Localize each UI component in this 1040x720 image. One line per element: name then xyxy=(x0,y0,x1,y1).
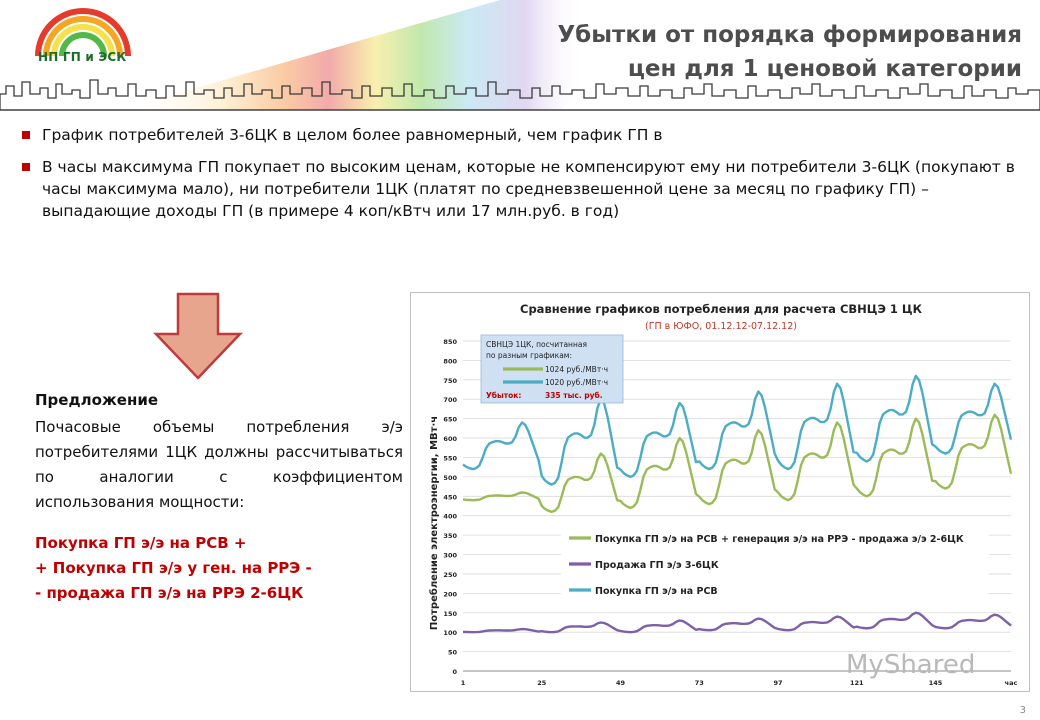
y-tick-label: 300 xyxy=(443,551,457,560)
x-tick-label: 49 xyxy=(615,679,626,687)
y-tick-label: 450 xyxy=(443,493,457,502)
x-tick-labels xyxy=(461,679,1018,687)
formula-line-2: + Покупка ГП э/э у ген. на РРЭ - xyxy=(35,559,312,577)
page-title-line-2: цен для 1 ценовой категории xyxy=(627,56,1022,82)
legend-label-purple: Продажа ГП э/э 3-6ЦК xyxy=(595,560,719,571)
formula-line-1: Покупка ГП э/э на РСВ + xyxy=(35,534,247,552)
y-tick-label: 600 xyxy=(443,435,457,444)
inset-loss-value: 335 тыс. руб. xyxy=(545,391,603,400)
y-tick-label: 350 xyxy=(443,532,457,541)
logo-text: НП ГП и ЭСК xyxy=(38,50,127,64)
x-tick-label: час xyxy=(1004,679,1018,687)
legend-label-green: Покупка ГП э/э на РСВ + генерация э/э на РРЭ - продажа э/э 2-6ЦК xyxy=(595,534,964,545)
y-tick-label: 750 xyxy=(443,376,457,385)
y-tick-label: 500 xyxy=(443,473,457,482)
series-line xyxy=(463,613,1011,632)
chart-svg xyxy=(411,293,1029,691)
watermark: MyShared xyxy=(846,650,976,680)
proposal-block xyxy=(35,388,403,606)
chart-subtitle: (ГП в ЮФО, 01.12.12-07.12.12) xyxy=(645,321,797,332)
x-tick-label: 1 xyxy=(460,679,466,687)
inset-blue-value: 1020 руб./МВт·ч xyxy=(545,378,609,387)
chart-legend xyxy=(561,523,989,607)
bullet-list xyxy=(18,124,1018,232)
consumption-chart xyxy=(410,292,1030,692)
y-tick-label: 800 xyxy=(443,357,457,366)
bullet-marker xyxy=(22,163,30,171)
x-tick-label: 25 xyxy=(537,679,547,687)
inset-box xyxy=(481,335,623,403)
bullet-text: В часы максимума ГП покупает по высоким ценам, которые не компенсируют ему ни потребители 3-6ЦК (покупают в часы максимума мало), ни потребители 1ЦК (платят по средневзвешенной цене за месяц по графику ГП) – выпадающие доходы ГП (в примере 4 коп/кВтч или 17 млн.руб. в год) xyxy=(42,158,1015,220)
bullet-marker xyxy=(22,131,30,139)
y-tick-label: 150 xyxy=(443,609,457,618)
y-axis-label: Потребление электроэнергии, МВт·ч xyxy=(429,415,440,631)
down-arrow-icon xyxy=(152,292,244,380)
y-tick-label: 200 xyxy=(443,590,457,599)
bullet-text: График потребителей 3-6ЦК в целом более равномерный, чем график ГП в xyxy=(42,126,663,144)
bullet-item xyxy=(18,156,1018,222)
proposal-formula xyxy=(35,531,403,606)
y-tick-label: 400 xyxy=(443,512,457,521)
proposal-body: Почасовые объемы потребления э/э потребителями 1ЦК должны рассчитываться по аналогии с коэффициентом использования мощности: xyxy=(35,418,403,511)
x-tick-label: 97 xyxy=(773,679,783,687)
y-tick-label: 0 xyxy=(452,668,457,676)
y-tick-label: 850 xyxy=(443,338,457,346)
y-tick-label: 250 xyxy=(443,570,457,579)
inset-loss-label: Убыток: xyxy=(486,391,522,400)
y-tick-label: 700 xyxy=(443,396,457,405)
y-tick-label: 650 xyxy=(443,415,457,424)
inset-title: СВНЦЭ 1ЦК, посчитанная по разным графикам: xyxy=(486,340,587,360)
legend-label-blue: Покупка ГП э/э на РСВ xyxy=(595,586,718,597)
y-tick-labels xyxy=(443,338,457,676)
bullet-item xyxy=(18,124,1018,146)
x-tick-label: 145 xyxy=(928,679,943,687)
proposal-heading: Предложение xyxy=(35,391,159,409)
x-tick-label: 121 xyxy=(849,679,864,687)
x-tick-label: 73 xyxy=(694,679,704,687)
y-tick-label: 100 xyxy=(443,629,457,638)
inset-green-value: 1024 руб./МВт·ч xyxy=(545,365,609,374)
chart-title: Сравнение графиков потребления для расчета СВНЦЭ 1 ЦК xyxy=(520,302,922,316)
page-number: 3 xyxy=(1019,705,1026,716)
formula-line-3: - продажа ГП э/э на РРЭ 2-6ЦК xyxy=(35,584,304,602)
y-tick-label: 550 xyxy=(443,454,457,463)
y-tick-label: 50 xyxy=(447,648,457,657)
page-title xyxy=(557,18,1022,86)
page-title-line-1: Убытки от порядка формирования xyxy=(557,22,1022,48)
